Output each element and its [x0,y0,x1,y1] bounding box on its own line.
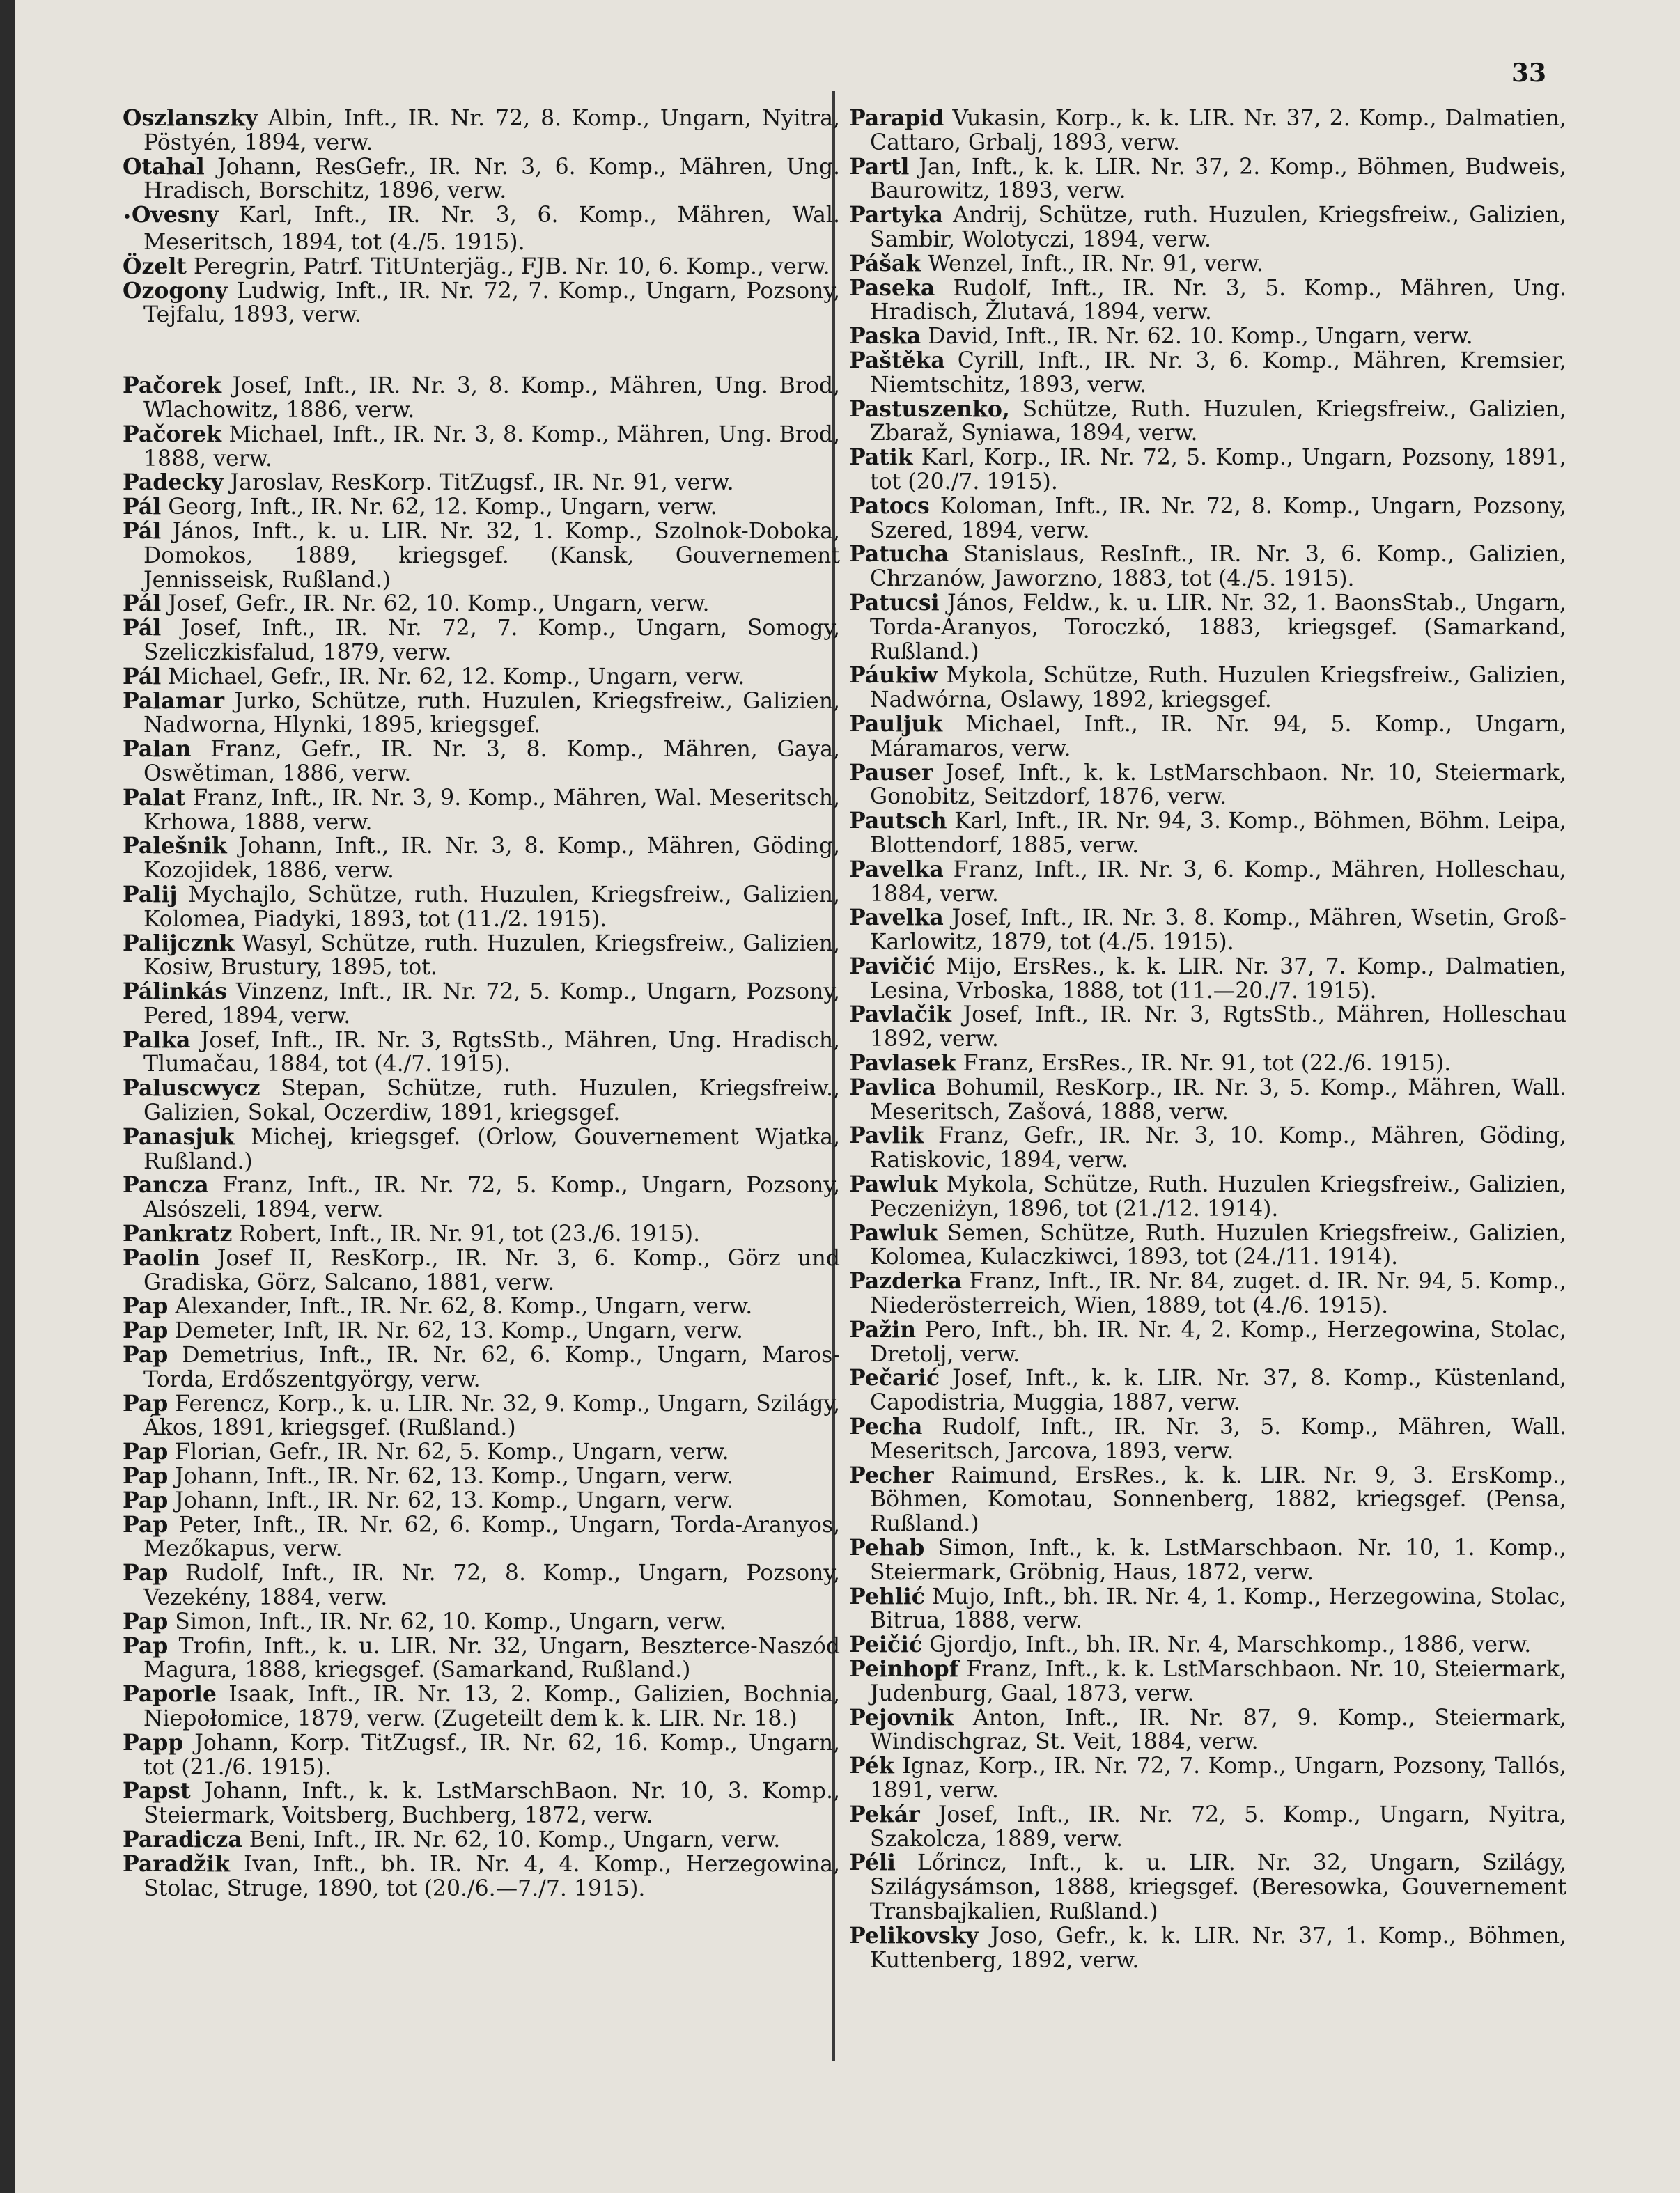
entry-details: Vukasin, Korp., k. k. LIR. Nr. 37, 2. Komp., Dalmatien, Cattaro, Grbalj, 1893, verw. [870,106,1566,155]
entry-surname: Patucsi [849,589,940,616]
entry-surname: Pecha [849,1414,923,1440]
entry-surname: Pavelka [849,905,944,931]
list-entry [123,471,840,495]
list-entry [123,1852,840,1901]
list-entry [123,1440,840,1465]
entry-surname: Pap [123,1487,169,1513]
list-entry [849,1270,1566,1318]
list-entry [123,423,840,471]
list-entry [123,203,840,255]
entry-surname: Partyka [849,202,943,228]
entry-surname: Paolin [123,1244,201,1271]
list-entry [123,616,840,665]
entry-details: Rudolf, Inft., IR. Nr. 72, 8. Komp., Ungarn, Pozsony, Vezekény, 1884, verw. [143,1561,840,1611]
entry-surname: Pap [123,1511,169,1538]
entry-details: Franz, ErsRes., IR. Nr. 91, tot (22./6. 1915). [963,1051,1452,1077]
entry-details: Rudolf, Inft., IR. Nr. 3, 5. Komp., Mähren, Wall. Meseritsch, Jarcova, 1893, verw. [870,1414,1566,1464]
section-gap [123,327,840,374]
entry-surname: Pastuszenko, [849,396,1010,422]
entry-surname: Pap [123,1560,169,1586]
entry-details: Josef, Inft., k. k. LIR. Nr. 37, 8. Komp., Küstenland, Capodistria, Muggia, 1887, verw. [870,1366,1567,1416]
list-entry [849,446,1566,494]
entry-surname: Pelikovsky [849,1922,979,1949]
entry-surname: Pauljuk [849,710,943,737]
entry-surname: Pék [849,1753,894,1779]
entry-surname: Pačorek [123,373,221,399]
entry-surname: Paporle [123,1681,217,1708]
list-entry [123,1610,840,1634]
entry-details: Lőrincz, Inft., k. u. LIR. Nr. 32, Ungarn, Szilágy, Szilágysámson, 1888, kriegsgef. (Beresowka, Gouvernement Transbajkalien, Rußland.) [870,1850,1567,1924]
list-entry [123,1029,840,1077]
entry-surname: Pečarić [849,1365,940,1391]
list-entry [849,664,1566,712]
entry-details: Stanislaus, ResInft., IR. Nr. 3, 6. Komp., Galizien, Chrzanów, Jaworzno, 1883, tot (4./5. 1915). [870,542,1566,592]
entry-details: Stepan, Schütze, ruth. Huzulen, Kriegsfreiw., Galizien, Sokal, Oczerdiw, 1891, kriegsgef. [143,1076,840,1126]
entry-surname: Pauser [849,759,933,786]
list-entry [849,107,1566,155]
entry-surname: Pál [123,494,162,520]
list-entry [123,786,840,835]
entry-details: Isaak, Inft., IR. Nr. 13, 2. Komp., Galizien, Bochnia, Niepołomice, 1879, verw. (Zugeteilt dem k. k. LIR. Nr. 18.) [143,1682,840,1731]
entry-surname: Parapid [849,105,944,131]
entry-surname: Paluscwycz [123,1075,260,1102]
entry-surname: Papst [123,1778,191,1804]
entry-details: Schütze, Ruth. Huzulen, Kriegsfreiw., Galizien, Zbaraž, Syniawa, 1894, verw. [870,396,1567,446]
entry-details: Ferencz, Korp., k. u. LIR. Nr. 32, 9. Komp., Ungarn, Szilágy, Ákos, 1891, kriegsgef. (Rußland.) [143,1391,840,1441]
entry-surname: Pavlačik [849,1001,951,1028]
entry-details: Simon, Inft., IR. Nr. 62, 10. Komp., Ungarn, verw. [175,1609,726,1634]
entry-details: Franz, Inft., IR. Nr. 3, 9. Komp., Mähren, Wal. Meseritsch, Krhowa, 1888, verw. [143,785,840,835]
entry-surname: Padecky [123,469,224,496]
entry-surname: Pavelka [849,856,944,882]
entry-details: János, Feldw., k. u. LIR. Nr. 32, 1. BaonsStab., Ungarn, Torda-Áranyos, Toroczkó, 1883, kriegsgef. (Samarkand, Rußland.) [870,590,1566,664]
entry-surname: Péli [849,1850,896,1876]
list-entry [123,1513,840,1562]
entry-details: Demetrius, Inft., IR. Nr. 62, 6. Komp., Ungarn, Maros-Torda, Erdőszentgyörgy, verw. [143,1343,840,1392]
entry-details: Franz, Inft., IR. Nr. 72, 5. Komp., Ungarn, Pozsony, Alsószeli, 1894, verw. [143,1173,841,1223]
list-entry [849,325,1566,349]
list-entry [123,255,840,279]
entry-surname: Panasjuk [123,1123,235,1150]
entry-surname: Pál [123,517,162,544]
entry-surname: Palka [123,1027,191,1053]
entry-details: Semen, Schütze, Ruth. Huzulen Kriegsfreiw., Galizien, Kolomea, Kulaczkiwci, 1893, tot (24./11. 1914). [870,1220,1567,1270]
list-entry [123,592,840,616]
entry-details: Jaroslav, ResKorp. TitZugsf., IR. Nr. 91, verw. [230,470,734,496]
entry-details: Cyrill, Inft., IR. Nr. 3, 6. Komp., Mähren, Kremsier, Niemtschitz, 1893, verw. [870,348,1566,398]
entry-surname: Pášak [849,250,921,276]
list-entry [123,1295,840,1319]
entry-surname: Partl [849,153,910,180]
entry-details: Josef, Inft., IR. Nr. 3, RgtsStb., Mähren, Holleschau 1892, verw. [870,1002,1566,1052]
list-entry [123,834,840,883]
list-entry [849,203,1566,252]
list-entry [123,1319,840,1343]
list-entry [849,761,1566,810]
list-entry [123,374,840,423]
list-entry [849,906,1566,955]
entry-details: Demeter, Inft, IR. Nr. 62, 13. Komp., Ungarn, verw. [175,1318,743,1344]
list-entry [123,932,840,981]
entry-details: Franz, Gefr., IR. Nr. 3, 10. Komp., Mähren, Göding, Ratiskovic, 1894, verw. [870,1123,1567,1173]
list-entry [123,1173,840,1222]
entry-details: Pero, Inft., bh. IR. Nr. 4, 2. Komp., Herzegowina, Stolac, Dretolj, verw. [870,1317,1566,1367]
list-entry [123,1244,840,1295]
entry-details: Johann, Inft., k. k. LstMarschBaon. Nr. 10, 3. Komp., Steiermark, Voitsberg, Buchberg, 1872, verw. [143,1779,841,1829]
entry-surname: Pap [123,1632,169,1659]
left-column [123,107,840,1901]
entry-details: Bohumil, ResKorp., IR. Nr. 3, 5. Komp., Mähren, Wall. Meseritsch, Zašová, 1888, verw. [870,1075,1566,1125]
entry-details: Michej, kriegsgef. (Orlow, Gouvernement Wjatka, Rußland.) [143,1124,840,1174]
list-entry [849,252,1566,276]
entry-surname: Pehlić [849,1583,925,1609]
entry-surname: Pavlasek [849,1050,956,1077]
list-entry [123,517,840,593]
entry-surname: Pál [123,591,162,617]
entry-surname: Pap [123,1342,169,1368]
entry-surname: Paseka [849,274,935,301]
entry-surname: Pawluk [849,1171,938,1198]
scan-left-edge [0,0,15,2193]
entry-surname: Pál [123,663,162,689]
list-entry [123,1561,840,1610]
list-entry [849,155,1566,204]
list-entry [849,1366,1566,1415]
list-entry [849,1585,1566,1634]
entry-details: Raimund, ErsRes., k. k. LIR. Nr. 9, 3. ErsKomp., Böhmen, Komotau, Sonnenberg, 1882, kriegsgef. (Pensa, Rußland.) [870,1462,1566,1537]
list-entry [849,1754,1566,1803]
entry-details: Josef, Inft., IR. Nr. 72, 7. Komp., Ungarn, Somogy, Szeliczkisfalud, 1879, verw. [143,616,841,665]
entry-surname: Pap [123,1318,169,1344]
entry-surname: Pehab [849,1535,925,1561]
list-entry [849,1415,1566,1464]
list-entry [849,1657,1566,1706]
list-entry [849,349,1566,398]
list-entry [849,276,1566,325]
list-entry [123,1125,840,1174]
entry-details: Mychajlo, Schütze, ruth. Huzulen, Kriegsfreiw., Galizien, Kolomea, Piadyki, 1893, tot (11./2. 1915). [143,882,840,932]
entry-details: Vinzenz, Inft., IR. Nr. 72, 5. Komp., Ungarn, Pozsony, Pered, 1894, verw. [143,979,840,1029]
entry-details: Michael, Gefr., IR. Nr. 62, 12. Komp., Ungarn, verw. [168,664,745,689]
entry-surname: Paradicza [123,1826,242,1852]
entry-details: Wasyl, Schütze, ruth. Huzulen, Kriegsfreiw., Galizien, Kosiw, Brustury, 1895, tot. [143,930,840,981]
entry-details: Josef, Inft., IR. Nr. 72, 5. Komp., Ungarn, Nyitra, Szakolcza, 1889, verw. [870,1802,1566,1852]
entry-surname: Pautsch [849,808,947,834]
entry-surname: Palešnik [123,833,227,859]
entry-surname: Peinhopf [849,1656,959,1682]
list-entry [849,1003,1566,1052]
entry-surname: Pekár [849,1801,920,1827]
entry-details: Michael, Inft., IR. Nr. 3, 8. Komp., Mähren, Ung. Brod, 1888, verw. [143,421,840,471]
entry-surname: Özelt [123,253,187,279]
list-entry [849,1851,1566,1923]
entry-surname: Ozogony [123,277,228,304]
entry-details: Koloman, Inft., IR. Nr. 72, 8. Komp., Ungarn, Pozsony, Szered, 1894, verw. [870,493,1566,543]
list-entry [123,883,840,932]
list-entry [849,1536,1566,1585]
list-entry [123,1683,840,1731]
entry-surname: Pancza [123,1172,209,1199]
entry-surname: Pavlik [849,1123,924,1149]
list-entry [849,1173,1566,1222]
entry-details: Josef, Inft., IR. Nr. 3, 8. Komp., Mähren, Ung. Brod, Wlachowitz, 1886, verw. [143,373,841,423]
entry-details: János, Inft., k. u. LIR. Nr. 32, 1. Komp., Szolnok-Doboka, Domokos, 1889, kriegsgef. (Kansk, Gouvernement Jennisseisk, Rußland.) [143,518,840,593]
entry-details: Mujo, Inft., bh. IR. Nr. 4, 1. Komp., Herzegowina, Stolac, Bitrua, 1888, verw. [870,1584,1566,1634]
entry-details: Peregrin, Patrf. TitUnterjäg., FJB. Nr. 10, 6. Komp., verw. [193,253,830,279]
list-entry [849,1318,1566,1367]
entry-details: Albin, Inft., IR. Nr. 72, 8. Komp., Ungarn, Nyitra, Pöstyén, 1894, verw. [143,106,841,155]
entry-surname: Pačorek [123,421,221,447]
list-entry [123,1465,840,1489]
list-entry [123,1779,840,1828]
entry-surname: Pálinkás [123,978,228,1005]
entry-details: Rudolf, Inft., IR. Nr. 3, 5. Komp., Mähren, Ung. Hradisch, Žlutavá, 1894, verw. [870,275,1567,325]
entry-details: Karl, Inft., IR. Nr. 3, 6. Komp., Mähren, Wal. Meseritsch, 1894, tot (4./5. 1915). [143,203,840,255]
entry-surname: Pejovnik [849,1704,954,1731]
entry-details: Jurko, Schütze, ruth. Huzulen, Kriegsfreiw., Galizien, Nadworna, Hlynki, 1895, kriegsgef. [143,688,841,738]
entry-details: Joso, Gefr., k. k. LIR. Nr. 37, 1. Komp., Böhmen, Kuttenberg, 1892, verw. [870,1923,1566,1973]
list-entry [849,809,1566,858]
entry-surname: Palijcznk [123,930,235,956]
entry-surname: Pál [123,615,162,641]
list-entry [849,1219,1567,1270]
list-entry [849,955,1566,1004]
entry-details: Josef, Inft., IR. Nr. 3. 8. Komp., Mähren, Wsetin, Groß-Karlowitz, 1879, tot (4./5. 1915). [870,905,1567,955]
list-entry [849,712,1566,761]
entry-details: Michael, Inft., IR. Nr. 94, 5. Komp., Ungarn, Máramaros, verw. [870,711,1566,761]
entry-details: Gjordjo, Inft., bh. IR. Nr. 4, Marschkomp., 1886, verw. [929,1632,1532,1658]
entry-details: Josef, Gefr., IR. Nr. 62, 10. Komp., Ungarn, verw. [168,591,710,617]
entry-details: Franz, Inft., IR. Nr. 3, 6. Komp., Mähren, Holleschau, 1884, verw. [870,857,1567,907]
entry-details: Peter, Inft., IR. Nr. 62, 6. Komp., Ungarn, Torda-Aranyos, Mezőkapus, verw. [143,1512,840,1562]
entry-details: Karl, Inft., IR. Nr. 94, 3. Komp., Böhmen, Böhm. Leipa, Blottendorf, 1885, verw. [870,809,1566,858]
entry-details: Trofin, Inft., k. u. LIR. Nr. 32, Ungarn, Beszterce-Naszód Magura, 1888, kriegsgef. (Samarkand, Rußland.) [143,1633,840,1683]
entry-details: Mijo, ErsRes., k. k. LIR. Nr. 37, 7. Komp., Dalmatien, Lesina, Vrboska, 1888, tot (11.—20./7. 1915). [870,953,1566,1004]
entry-details: Wenzel, Inft., IR. Nr. 91, verw. [928,251,1263,276]
entry-details: Jan, Inft., k. k. LIR. Nr. 37, 2. Komp., Böhmen, Budweis, Baurowitz, 1893, verw. [870,154,1567,204]
list-entry [123,737,840,786]
entry-surname: Páukiw [849,662,938,689]
entry-surname: Pap [123,1439,169,1465]
entry-details: Beni, Inft., IR. Nr. 62, 10. Komp., Ungarn, verw. [249,1827,781,1852]
list-entry [123,980,840,1029]
list-entry [123,155,840,204]
list-entry [123,689,840,738]
entry-details: David, Inft., IR. Nr. 62. 10. Komp., Ungarn, verw. [928,324,1473,350]
entry-surname: Papp [123,1729,184,1756]
entry-surname: Peičić [849,1632,923,1658]
right-column [849,107,1566,1972]
list-entry [849,1076,1566,1125]
entry-surname: Pavlica [849,1074,937,1100]
list-entry [123,665,840,689]
entry-surname: Pazderka [849,1268,963,1295]
entry-details: Mykola, Schütze, Ruth. Huzulen Kriegsfreiw., Galizien, Peczeniżyn, 1896, tot (21./12. 1914). [870,1172,1566,1222]
page-number: 33 [1511,58,1547,88]
entry-details: Robert, Inft., IR. Nr. 91, tot (23./6. 1915). [239,1222,701,1247]
entry-surname: Palat [123,784,186,811]
entry-surname: Pavičić [849,953,935,979]
entry-details: Anton, Inft., IR. Nr. 87, 9. Komp., Steiermark, Windischgraz, St. Veit, 1884, verw. [870,1705,1566,1755]
list-entry [123,1222,840,1247]
entry-surname: Patucha [849,541,949,568]
entry-details: Johann, ResGefr., IR. Nr. 3, 6. Komp., Mähren, Ung. Hradisch, Borschitz, 1896, verw. [143,154,841,204]
list-entry [849,1706,1566,1755]
list-entry [849,591,1566,664]
entry-surname: Oszlanszky [123,105,258,131]
entry-surname: Pap [123,1390,169,1417]
entry-surname: Palan [123,736,192,763]
entry-details: Franz, Inft., k. k. LstMarschbaon. Nr. 10, Steiermark, Judenburg, Gaal, 1873, verw. [870,1657,1567,1706]
list-entry [849,1924,1566,1973]
list-entry [123,1343,840,1392]
entry-surname: Pankratz [123,1221,233,1247]
list-entry [849,1803,1566,1852]
entry-details: Johann, Inft., IR. Nr. 62, 13. Komp., Ungarn, verw. [175,1464,733,1490]
entry-details: Franz, Inft., IR. Nr. 84, zuget. d. IR. Nr. 94, 5. Komp., Niederösterreich, Wien, 1889, tot (4./6. 1915). [870,1269,1566,1319]
list-entry [849,1464,1566,1536]
list-entry [123,107,840,155]
entry-surname: Pažin [849,1316,917,1343]
list-entry [123,1731,840,1780]
list-entry [849,1124,1566,1173]
entry-surname: Ovesny [131,202,219,228]
list-entry [123,1828,840,1852]
entry-details: Alexander, Inft., IR. Nr. 62, 8. Komp., Ungarn, verw. [175,1294,753,1320]
list-entry [849,858,1566,907]
entry-surname: Pap [123,1293,169,1320]
entry-details: Simon, Inft., k. k. LstMarschbaon. Nr. 10, 1. Komp., Steiermark, Gröbnig, Haus, 1872, verw. [870,1536,1567,1585]
list-entry [849,1633,1566,1657]
list-entry [849,543,1566,591]
entry-surname: Palij [123,881,178,907]
list-entry [849,398,1566,446]
entry-details: Florian, Gefr., IR. Nr. 62, 5. Komp., Ungarn, verw. [175,1439,729,1465]
entry-details: Ivan, Inft., bh. IR. Nr. 4, 4. Komp., Herzegowina, Stolac, Struge, 1890, tot (20./6.—7./7. 1915). [143,1851,841,1901]
list-entry [123,279,840,328]
entry-details: Johann, Inft., IR. Nr. 3, 8. Komp., Mähren, Göding, Kozojidek, 1886, verw. [143,834,840,884]
entry-surname: Paska [849,323,921,350]
entry-surname: Pawluk [849,1219,938,1246]
entry-surname: Patocs [849,492,930,519]
entry-details: Andrij, Schütze, ruth. Huzulen, Kriegsfreiw., Galizien, Sambir, Wolotyczi, 1894, verw. [870,203,1566,252]
list-entry [849,494,1566,543]
bullet-mark: • [123,209,132,227]
list-entry [123,1392,840,1441]
list-entry [849,1052,1566,1076]
entry-surname: Pecher [849,1462,934,1488]
entry-details: Johann, Inft., IR. Nr. 62, 13. Komp., Ungarn, verw. [175,1488,733,1513]
list-entry [123,1489,840,1513]
entry-surname: Patik [849,444,913,471]
entry-details: Georg, Inft., IR. Nr. 62, 12. Komp., Ungarn, verw. [168,494,717,520]
entry-surname: Pap [123,1608,169,1634]
entry-details: Ignaz, Korp., IR. Nr. 72, 7. Komp., Ungarn, Pozsony, Tallós, 1891, verw. [870,1754,1566,1803]
list-entry [123,1077,840,1125]
list-entry [123,495,840,520]
entry-surname: Paradžik [123,1850,230,1877]
entry-surname: Paštěka [849,347,945,373]
entry-surname: Palamar [123,687,224,714]
entry-surname: Otahal [123,153,205,180]
entry-surname: Pap [123,1463,169,1490]
entry-details: Franz, Gefr., IR. Nr. 3, 8. Komp., Mähren, Gaya, Oswětiman, 1886, verw. [143,737,840,786]
entry-details: Johann, Korp. TitZugsf., IR. Nr. 62, 16. Komp., Ungarn, tot (21./6. 1915). [143,1730,841,1780]
entry-details: Josef II, ResKorp., IR. Nr. 3, 6. Komp., Görz und Gradiska, Görz, Salcano, 1881, verw. [143,1245,840,1295]
entry-details: Ludwig, Inft., IR. Nr. 72, 7. Komp., Ungarn, Pozsony, Tejfalu, 1893, verw. [143,278,840,328]
entry-details: Josef, Inft., IR. Nr. 3, RgtsStb., Mähren, Ung. Hradisch, Tlumačau, 1884, tot (4./7. 1915). [143,1027,840,1077]
entry-details: Mykola, Schütze, Ruth. Huzulen Kriegsfreiw., Galizien, Nadwórna, Oslawy, 1892, kriegsgef. [870,663,1566,713]
list-entry [123,1634,840,1683]
entry-details: Josef, Inft., k. k. LstMarschbaon. Nr. 10, Steiermark, Gonobitz, Seitzdorf, 1876, verw. [870,760,1566,810]
entry-details: Karl, Korp., IR. Nr. 72, 5. Komp., Ungarn, Pozsony, 1891, tot (20./7. 1915). [870,445,1566,494]
